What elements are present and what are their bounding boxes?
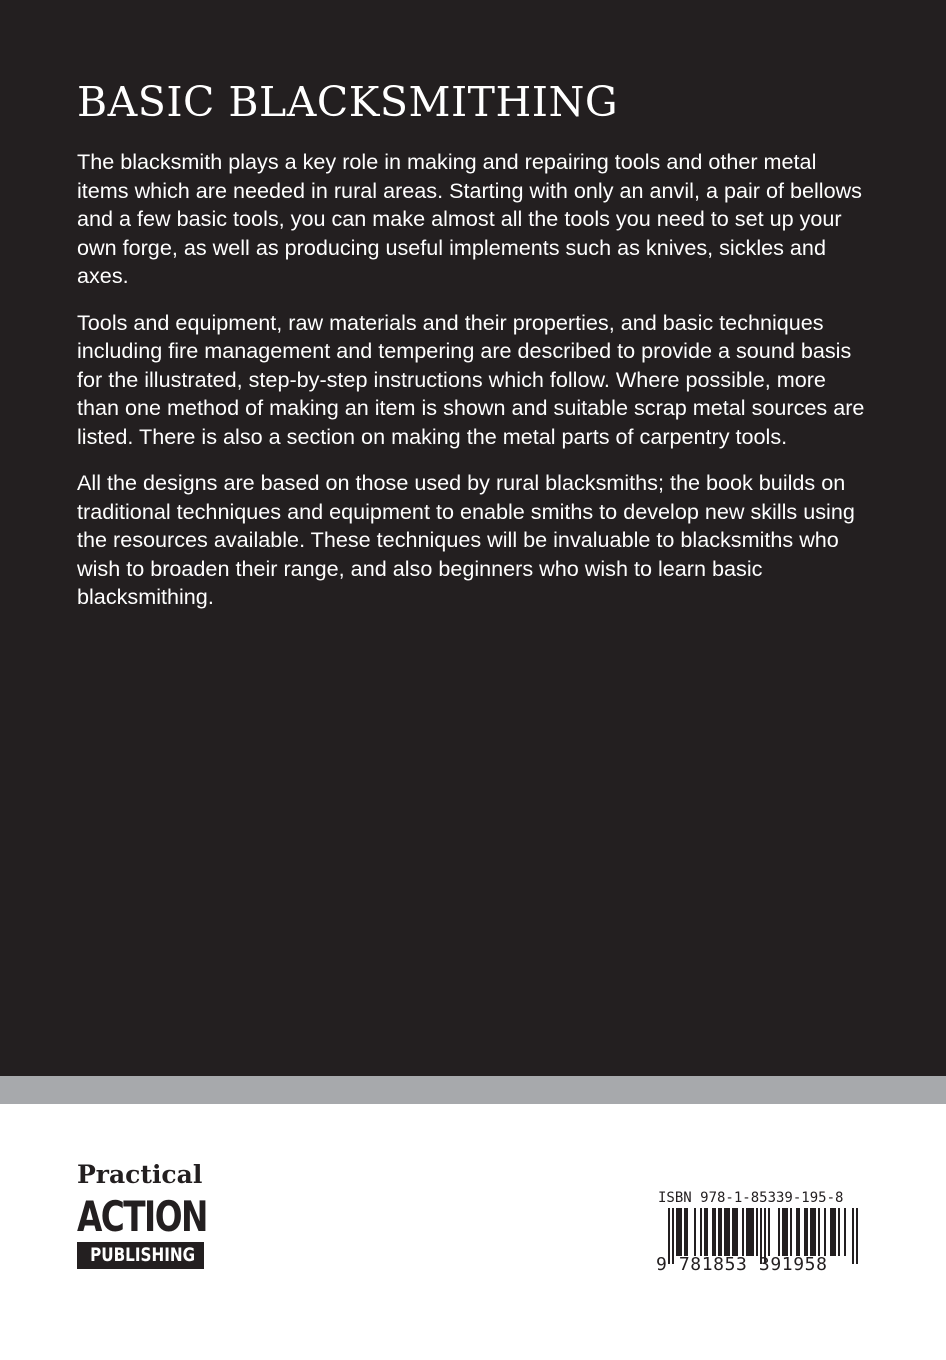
barcode-bar — [750, 1208, 752, 1256]
barcode-bar — [756, 1208, 758, 1256]
barcode-bar — [726, 1208, 728, 1256]
barcode-bar — [814, 1208, 816, 1256]
barcode-bar — [720, 1208, 722, 1256]
isbn-label: ISBN 978-1-85339-195-8 — [658, 1190, 844, 1206]
blurb-paragraph: The blacksmith plays a key role in making and repairing tools and other metal items which are needed in rural areas. Starting with only an anvil, a pair of bellows and a few basic tools, you can make almost all the tools you need to set up your own forge, as well as producing useful implements such as knives, sickles and axes. — [77, 149, 862, 288]
barcode-bar — [712, 1208, 714, 1256]
barcode-bar — [728, 1208, 730, 1256]
barcode-bar — [796, 1208, 798, 1256]
barcode-bar — [810, 1208, 812, 1256]
barcode-bar — [680, 1208, 682, 1256]
barcode-bar — [784, 1208, 786, 1256]
barcode-bar — [778, 1208, 780, 1256]
barcode-bar — [684, 1208, 686, 1256]
publisher-logo — [77, 1158, 205, 1269]
divider-band — [0, 1076, 946, 1104]
barcode — [652, 1188, 864, 1288]
logo-publishing-text: PUBLISHING — [90, 1244, 196, 1266]
barcode-bar — [686, 1208, 688, 1256]
barcode-bar — [768, 1208, 770, 1256]
blurb-paragraph: Tools and equipment, raw materials and their properties, and basic techniques including fire management and tempering are described to provide a sound basis for the illustrated, step-by-step instructions which follow. Where possible, more than one method of making an item is shown and suitable scrap metal sources are listed. There is also a section on making the metal parts of carpentry tools. — [77, 309, 865, 449]
barcode-bar — [790, 1208, 792, 1256]
barcode-bar — [706, 1208, 708, 1256]
barcode-bar — [856, 1208, 858, 1264]
barcode-bar — [834, 1208, 836, 1256]
barcode-bar — [700, 1208, 702, 1256]
logo-publishing-box — [77, 1242, 204, 1269]
barcode-bar — [818, 1208, 820, 1256]
logo-action-text: ACTION — [77, 1192, 207, 1241]
barcode-bar — [704, 1208, 706, 1256]
barcode-bar — [678, 1208, 680, 1256]
barcode-bar — [714, 1208, 716, 1256]
barcode-bar — [832, 1208, 834, 1256]
barcode-bar — [812, 1208, 814, 1256]
barcode-bar — [844, 1208, 846, 1256]
barcode-bar — [798, 1208, 800, 1256]
barcode-bar — [724, 1208, 726, 1256]
barcode-bar — [736, 1208, 738, 1256]
barcode-bar — [676, 1208, 678, 1256]
barcode-bar — [742, 1208, 744, 1256]
barcode-bar — [718, 1208, 720, 1256]
barcode-bar — [838, 1208, 840, 1256]
barcode-bar — [786, 1208, 788, 1256]
book-title: BASIC BLACKSMITHING — [77, 78, 619, 126]
barcode-bar — [824, 1208, 826, 1256]
barcode-bar — [694, 1208, 696, 1256]
barcode-bar — [852, 1208, 854, 1264]
barcode-bar — [732, 1208, 734, 1256]
barcode-bar — [752, 1208, 754, 1256]
barcode-bar — [806, 1208, 808, 1256]
barcode-bar — [746, 1208, 748, 1256]
logo-practical-text: Practical — [77, 1160, 203, 1189]
barcode-digits: 9 781853 391958 — [656, 1254, 828, 1275]
blurb-paragraph: All the designs are based on those used by rural blacksmiths; the book builds on traditional techniques and equipment to enable smiths to develop new skills using the resources available. These techniques will be invaluable to blacksmiths who wish to broaden their range, and also beginners who wish to learn basic blacksmithing. — [77, 470, 855, 609]
barcode-bar — [734, 1208, 736, 1256]
barcode-bar — [804, 1208, 806, 1256]
blurb — [77, 148, 869, 630]
barcode-bar — [782, 1208, 784, 1256]
barcode-bar — [748, 1208, 750, 1256]
barcode-bar — [830, 1208, 832, 1256]
